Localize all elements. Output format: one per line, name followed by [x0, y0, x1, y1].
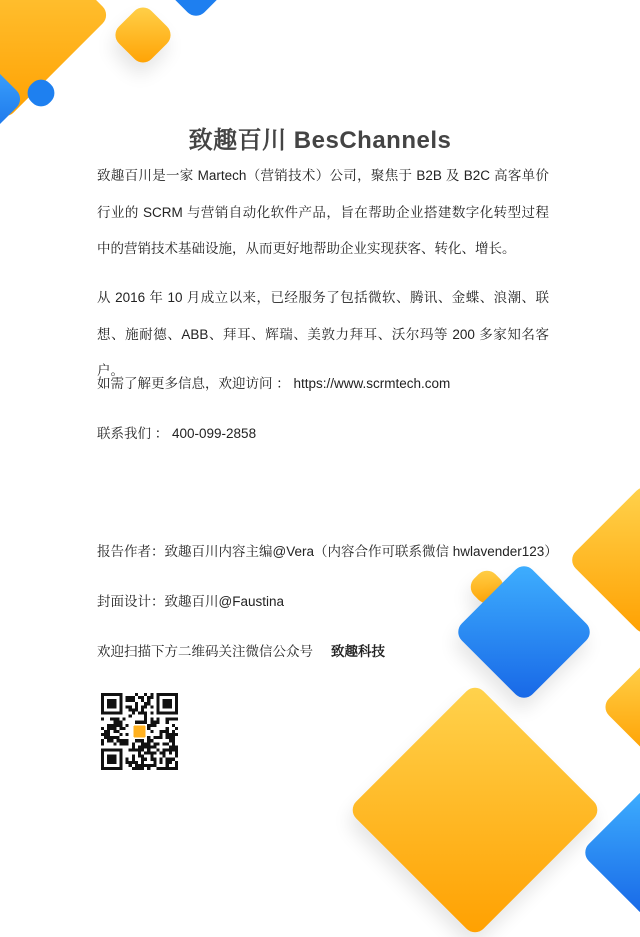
clients-paragraph: 从 2016 年 10 月成立以来，已经服务了包括微软、腾讯、金蝶、浪潮、联想、施耐德、ABB、拜耳、辉瑞、美敦力拜耳、沃尔玛等 200 多家知名客户。 — [97, 290, 549, 378]
phone-line: 联系我们 ： 400-099-2858 — [97, 426, 257, 441]
decor-blue-square — [166, 0, 225, 21]
wechat-account-name: 致趣科技 — [331, 644, 385, 659]
cover-design-credit: 封面设计：致趣百川@Faustina — [97, 594, 284, 609]
decor-orange-small-square — [110, 2, 175, 67]
decor-orange-large-square — [348, 683, 603, 937]
page-title: 致趣百川 BesChannels — [188, 127, 452, 154]
author-credit: 报告作者：致趣百川内容主编@Vera（内容合作可联系微信 hwlavender123） — [97, 544, 558, 559]
follow-prompt — [97, 640, 385, 660]
qr-code-icon — [101, 693, 178, 770]
decor-orange-square — [601, 658, 640, 757]
intro-paragraph: 致趣百川是一家 Martech（营销技术）公司，聚焦于 B2B 及 B2C 高客单价行业的 SCRM 与营销自动化软件产品，旨在帮助企业搭建数字化转型过程中的营销技术基础设施，从而更好地帮助企业实现获客、转化、增长。 — [97, 168, 549, 256]
follow-prompt-text: 欢迎扫描下方二维码关注微信公众号 — [97, 644, 313, 659]
website-line: 如需了解更多信息，欢迎访问 ： https://www.scrmtech.com — [97, 376, 451, 391]
